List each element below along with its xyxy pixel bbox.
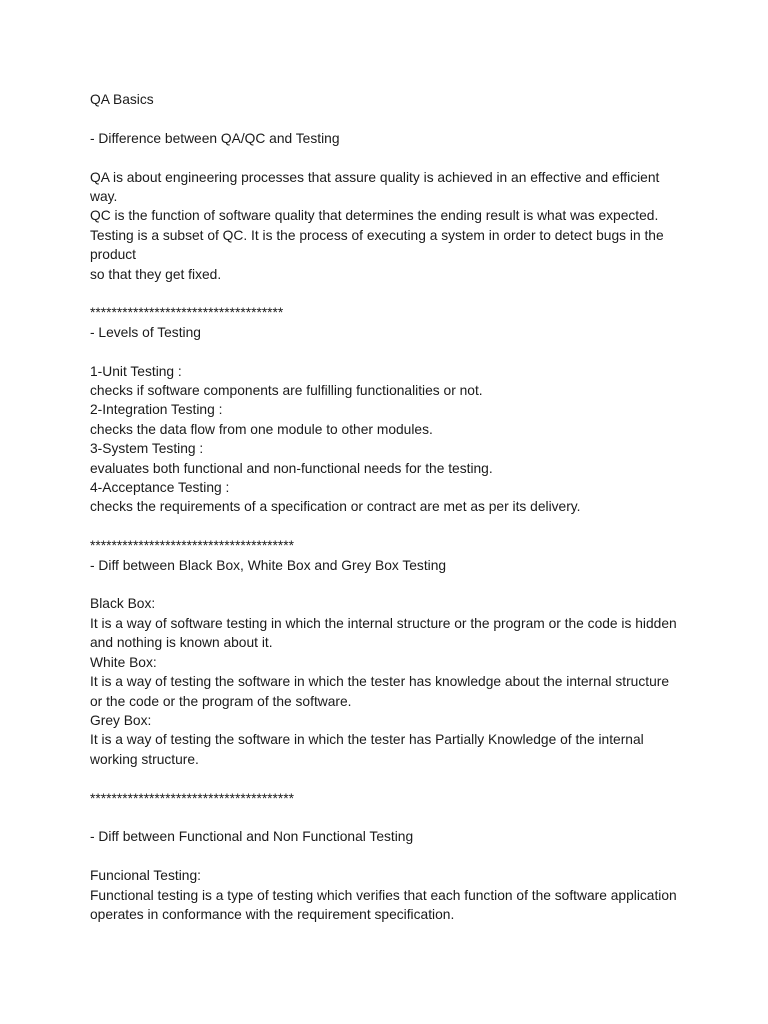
document-title: QA Basics (90, 92, 154, 107)
spacer (90, 517, 690, 536)
spacer (90, 109, 690, 128)
text-line: It is a way of testing the software in which the tester has Partially Knowledge of the internal (90, 732, 644, 748)
text-line: White Box: (90, 654, 157, 670)
spacer (90, 847, 690, 866)
text-line: checks if software components are fulfilling functionalities or not. (90, 383, 483, 399)
spacer (90, 575, 690, 594)
text-line: Black Box: (90, 596, 156, 612)
text-line: 2-Integration Testing : (90, 402, 223, 418)
text-line: QC is the function of software quality that determines the ending result is what was expected. (90, 208, 659, 224)
text-line: It is a way of testing the software in which the tester has knowledge about the internal structure (90, 674, 670, 690)
document-page (90, 90, 690, 924)
text-line: or the code or the program of the software. (90, 693, 352, 709)
spacer (90, 769, 690, 788)
spacer (90, 148, 690, 167)
text-line: evaluates both functional and non-functional needs for the testing. (90, 460, 493, 476)
text-line: working structure. (90, 751, 199, 767)
text-line: way. (90, 189, 118, 204)
section-heading-qa-qc: - Difference between QA/QC and Testing (90, 130, 340, 146)
spacer (90, 284, 690, 303)
text-line: QA is about engineering processes that assure quality is achieved in an effective and efficient (90, 169, 660, 185)
text-line: so that they get fixed. (90, 266, 222, 282)
text-line: checks the data flow from one module to other modules. (90, 421, 433, 437)
text-line: 4-Acceptance Testing : (90, 480, 230, 496)
text-line: product (90, 247, 137, 263)
section-heading-box-testing: - Diff between Black Box, White Box and Grey Box Testing (90, 557, 447, 573)
section-heading-levels: - Levels of Testing (90, 324, 201, 340)
spacer (90, 342, 690, 361)
separator: ************************************** (90, 790, 295, 806)
section-heading-functional: - Diff between Functional and Non Functional Testing (90, 829, 414, 845)
separator: ************************************ (90, 305, 284, 321)
text-line: and nothing is known about it. (90, 635, 273, 651)
separator: ************************************** (90, 538, 295, 554)
text-line: 3-System Testing : (90, 441, 204, 457)
text-line: Functional testing is a type of testing which verifies that each function of the software application (90, 887, 677, 903)
text-line: operates in conformance with the requirement specification. (90, 906, 455, 922)
text-line: checks the requirements of a specification or contract are met as per its delivery. (90, 499, 581, 515)
text-line: Grey Box: (90, 712, 152, 728)
text-line: 1-Unit Testing : (90, 363, 182, 379)
spacer (90, 808, 690, 827)
text-line: Testing is a subset of QC. It is the process of executing a system in order to detect bugs in the (90, 227, 664, 243)
text-line: It is a way of software testing in which the internal structure or the program or the code is hidden (90, 615, 677, 631)
text-line: Funcional Testing: (90, 868, 201, 884)
